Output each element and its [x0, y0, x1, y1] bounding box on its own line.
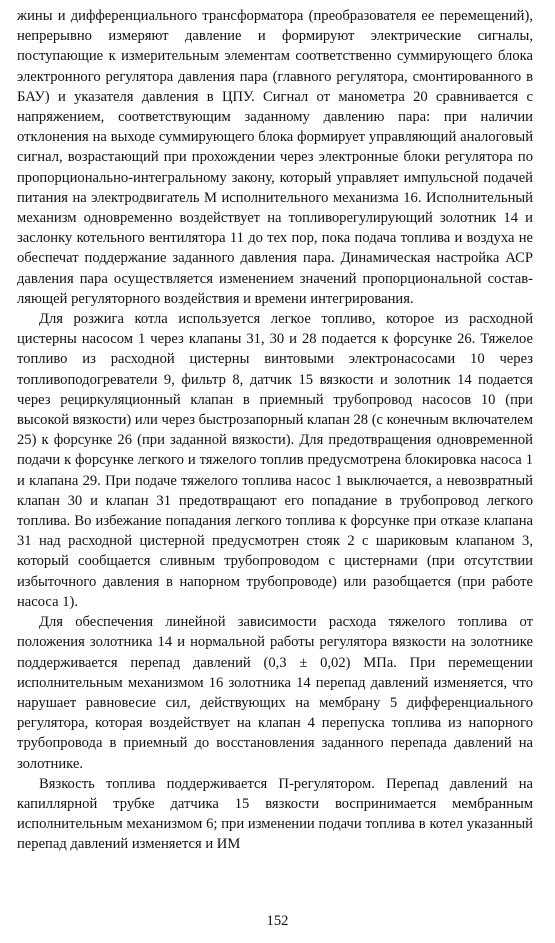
page-number: 152 — [266, 913, 289, 929]
paragraph-1: жины и дифференциального трансформатора (преобразователя ее перемещений), непрерывно измеряют давление и формируют электрические сигналы, поступающие к измерительным элементам соответственно суммирующего блока электронного регулятора давления пара (главного регулятора, смонтированного в БАУ) и указателя давления в ЦПУ. Сигнал от манометра 20 сравнивается с напряжением, соответствующим заданному давлению пара: при наличии отклонения на выходе суммирующего блока формирует управляющий аналоговый сигнал, возрастающий при прохождении через электронные блоки регулятора по пропорционально-интегральному закону, который управляет импульсной подачей питания на электродвигатель М исполнительного механизма 16. Исполнительный механизм одновременно воздействует на топливорегулирующий золотник 14 и заслонку котельного вентилятора 11 до тех пор, пока подача топлива и воздуха не обеспечат поддержание заданного давления пара. Динамическая настройка АСР давления пара осуществляется изменением значений пропорциональной составляющей регуляторного воздействия и времени интегрирования. — [17, 8, 533, 307]
paragraph-3: Для обеспечения линейной зависимости расхода тяжелого топлива от положения золотника 14 и нормальной работы регулятора вязкости на золотнике поддерживается перепад давлений (0,3 ± 0,02) МПа. При перемещении исполнительным механизмом 16 золотника 14 перепад давлений изменяется, что нарушает равновесие сил, действующих на мембрану 5 дифференциального регулятора, которая воздействует на клапан 4 перепуска топлива из напорного трубопровода в приемный до восстановления заданного перепада давлений на золотнике. — [17, 614, 533, 772]
paragraph-4: Вязкость топлива поддерживается П-регулятором. Перепад давлений на капиллярной трубке датчика 15 вязкости воспринимается мембранным исполнительным механизмом 6; при изменении подачи топлива в котел указанный перепад давлений изменяется и ИМ — [17, 775, 533, 853]
paragraph-2: Для розжига котла используется легкое топливо, которое из расходной цистерны насосом 1 через клапаны 31, 30 и 28 подается к форсунке 26. Тяжелое топливо из расходной цистерны винтовыми электронасосами 10 через топливоподогреватели 9, фильтр 8, датчик 15 вязкости и золотник 14 подается через рециркуляционный клапан в приемный трубопровод насосов 10 (при высокой вязкости) или через быстрозапорный клапан 28 (с конечным включателем 25) к форсунке 26 (при заданной вязкости). Для предотвращения одновременной подачи к форсунке легкого и тяжелого топлив предусмотрена блокировка насоса 1 и клапана 29. При подаче тяжелого топлива насос 1 выключается, а невозвратный клапан 30 и клапан 31 предотвращают его попадание в трубопровод легкого топлива. Во избежание попадания легкого топлива к форсунке при отказе клапана 31 над расходной цистерной предусмотрен стояк 2 с шариковым клапаном 3, который сообщается сливным трубопроводом с цистернами (при отсутствии избыточного давления в напорном трубопроводе) или разобщается (при работе насоса 1). — [17, 311, 533, 610]
